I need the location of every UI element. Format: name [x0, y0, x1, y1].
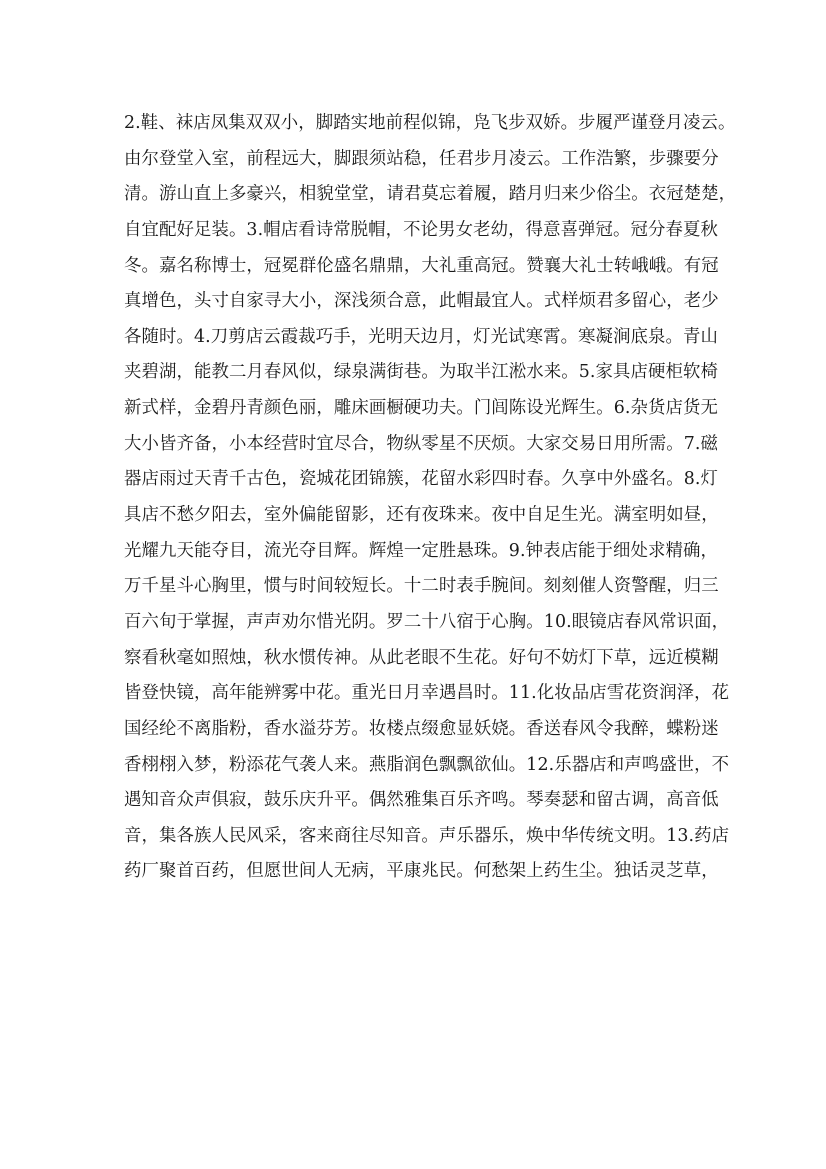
- text-line: 音，集各族人民风采，客来商往尽知音。声乐器乐，焕中华传统文明。13.药店: [124, 825, 730, 846]
- text-line: 香栩栩入梦，粉添花气袭人来。燕脂润色飘飘欲仙。12.乐器店和声鸣盛世，不: [124, 754, 730, 775]
- text-line: 真增色，头寸自家寻大小，深浅须合意，此帽最宜人。式样烦君多留心，老少: [124, 291, 719, 312]
- body-text: [124, 106, 737, 890]
- text-line: 新式样，金碧丹青颜色丽，雕床画橱硬功夫。门闾陈设光辉生。6.杂货店货无: [124, 398, 718, 419]
- text-line: 百六旬于掌握，声声劝尔惜光阴。罗二十八宿于心胸。10.眼镜店春风常识面，: [124, 611, 730, 632]
- text-line: 遇知音众声俱寂，鼓乐庆升平。偶然雅集百乐齐鸣。琴奏瑟和留古调，高音低: [124, 790, 719, 811]
- text-line: 具店不愁夕阳去，室外偏能留影，还有夜珠来。夜中自足生光。满室明如昼，: [124, 505, 719, 526]
- text-line: 冬。嘉名称博士，冠冕群伦盛名鼎鼎，大礼重高冠。赞襄大礼士转峨峨。有冠: [124, 255, 719, 276]
- text-line: 大小皆齐备，小本经营时宜尽合，物纵零星不厌烦。大家交易日用所需。7.磁: [124, 433, 718, 454]
- text-line: 光耀九天能夺目，流光夺目辉。辉煌一定胜悬珠。9.钟表店能于细处求精确，: [124, 540, 718, 561]
- text-line: 自宜配好足装。3.帽店看诗常脱帽，不论男女老幼，得意喜弹冠。冠分春夏秋: [124, 219, 718, 240]
- text-line: 药厂聚首百药，但愿世间人无病，平康兆民。何愁架上药生尘。独话灵芝草，: [124, 861, 719, 882]
- text-line: 2.鞋、袜店凤集双双小，脚踏实地前程似锦，凫飞步双娇。步履严谨登月凌云。: [124, 113, 736, 133]
- text-line: 国经纶不离脂粉，香水溢芬芳。妆楼点缀愈显妖娆。香送春风令我醉，蝶粉迷: [124, 718, 719, 739]
- text-line: 各随时。4.刀剪店云霞裁巧手，光明天边月，灯光试寒霄。寒凝涧底泉。青山: [124, 326, 718, 347]
- text-line: 万千星斗心胸里，惯与时间较短长。十二时表手腕间。刻刻催人资警醒，归三: [124, 576, 719, 597]
- text-line: 器店雨过天青千古色，瓷城花团锦簇，花留水彩四时春。久享中外盛名。8.灯: [124, 469, 718, 490]
- text-line: 皆登快镜，高年能辨雾中花。重光日月幸遇昌时。11.化妆品店雪花资润泽，花: [124, 683, 730, 704]
- text-line: 夹碧湖，能教二月春风似，绿泉满街巷。为取半江淞水来。5.家具店硬柜软椅: [124, 362, 718, 383]
- text-line: 察看秋毫如照烛，秋水惯传神。从此老眼不生花。好句不妨灯下草，远近模糊: [124, 647, 719, 668]
- text-line: 清。游山直上多豪兴，相貌堂堂，请君莫忘着履，踏月归来少俗尘。衣冠楚楚，: [124, 184, 737, 205]
- text-line: 由尔登堂入室，前程远大，脚跟须站稳，任君步月凌云。工作浩繁，步骤要分: [124, 148, 719, 169]
